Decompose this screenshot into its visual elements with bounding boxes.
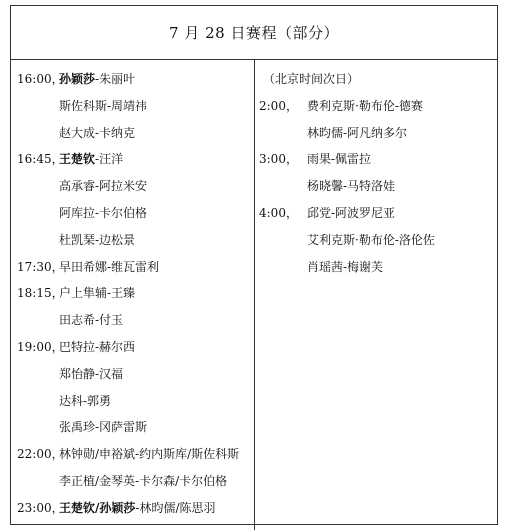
match-pairing: 杨晓馨-马特洛娃 xyxy=(307,179,396,194)
match-time: 2:00， xyxy=(259,98,298,113)
match-pairing xyxy=(59,334,135,361)
match-pairing xyxy=(59,146,123,173)
match-pairing xyxy=(59,120,135,147)
opponent-text: -汪洋 xyxy=(95,152,124,167)
schedule-row xyxy=(17,227,249,254)
match-pairing xyxy=(59,441,239,468)
match-pairing: 费利克斯·勒布伦-德赛 xyxy=(307,98,423,113)
schedule-row xyxy=(259,200,495,227)
match-pairing xyxy=(59,495,216,522)
highlighted-player: 王楚钦/孙颖莎 xyxy=(59,500,136,515)
match-time: 3:00， xyxy=(259,152,298,167)
match-pairing: 肖瑶茜-梅谢芙 xyxy=(307,259,384,274)
schedule-row xyxy=(17,495,249,522)
schedule-row xyxy=(17,280,249,307)
highlighted-player: 孙颖莎 xyxy=(59,72,96,86)
schedule-row xyxy=(259,227,495,254)
column-divider xyxy=(254,60,255,530)
match-pairing xyxy=(59,414,147,441)
schedule-title: 7 月 28 日赛程（部分） xyxy=(11,6,497,60)
schedule-row xyxy=(17,66,249,93)
beijing-time-note-row xyxy=(259,66,495,93)
opponent-text: 户上隼辅-王臻 xyxy=(59,286,136,301)
schedule-row xyxy=(17,146,249,173)
schedule-row xyxy=(259,93,495,120)
schedule-row xyxy=(259,146,495,173)
match-time: 16:00， xyxy=(17,72,64,86)
match-time: 16:45， xyxy=(17,152,64,167)
match-time: 17:30， xyxy=(17,259,64,274)
opponent-text: 阿库拉-卡尔伯格 xyxy=(59,205,148,220)
schedule-row xyxy=(259,173,495,200)
opponent-text: 杜凯琹-边松景 xyxy=(59,232,136,247)
match-pairing xyxy=(59,200,147,227)
left-column xyxy=(17,66,249,522)
match-pairing xyxy=(59,93,147,120)
match-pairing xyxy=(59,66,135,93)
opponent-text: 巴特拉-赫尔西 xyxy=(59,339,136,354)
schedule-row xyxy=(17,414,249,441)
schedule-row xyxy=(17,173,249,200)
opponent-text: -朱丽叶 xyxy=(95,72,136,86)
schedule-row xyxy=(17,334,249,361)
match-pairing xyxy=(59,388,111,415)
opponent-text: 高承睿-阿拉米安 xyxy=(59,179,148,194)
match-pairing: 艾利克斯·勒布伦-洛伦佐 xyxy=(307,232,435,247)
match-time: 19:00， xyxy=(17,339,64,354)
schedule-row xyxy=(17,361,249,388)
match-time: 23:00， xyxy=(17,500,64,515)
match-pairing xyxy=(59,254,159,281)
match-pairing xyxy=(59,173,147,200)
highlighted-player: 王楚钦 xyxy=(59,152,96,167)
schedule-row xyxy=(17,441,249,468)
match-pairing xyxy=(59,227,135,254)
schedule-row xyxy=(17,200,249,227)
schedule-row xyxy=(17,468,249,495)
opponent-text: 达科-郭勇 xyxy=(59,393,112,408)
opponent-text: 赵大成-卡纳克 xyxy=(59,125,136,140)
opponent-text: 张禹珍-冈萨雷斯 xyxy=(59,420,148,435)
opponent-text: 早田希娜-维瓦雷利 xyxy=(59,259,160,274)
schedule-row xyxy=(259,254,495,281)
beijing-time-note: （北京时间次日） xyxy=(263,72,360,86)
opponent-text: 林钟勋/申裕斌-约内斯库/斯佐科斯 xyxy=(59,447,240,462)
match-pairing xyxy=(59,361,123,388)
schedule-row xyxy=(17,120,249,147)
match-pairing: 林昀儒-阿凡纳多尔 xyxy=(307,125,408,140)
match-time: 18:15， xyxy=(17,286,64,301)
match-time: 4:00， xyxy=(259,205,298,220)
schedule-row xyxy=(17,93,249,120)
opponent-text: 田志希-付玉 xyxy=(59,313,124,328)
opponent-text: -林昀儒/陈思羽 xyxy=(135,500,216,515)
right-column xyxy=(259,66,495,280)
schedule-row xyxy=(17,307,249,334)
match-pairing: 邱党-阿波罗尼亚 xyxy=(307,205,396,220)
schedule-row xyxy=(259,120,495,147)
schedule-row xyxy=(17,388,249,415)
opponent-text: 斯佐科斯-周靖祎 xyxy=(59,98,148,113)
schedule-table xyxy=(10,5,498,525)
opponent-text: 李正植/金琴英-卡尔森/卡尔伯格 xyxy=(59,473,228,488)
match-pairing xyxy=(59,280,135,307)
opponent-text: 郑怡静-汉福 xyxy=(59,366,124,381)
match-pairing xyxy=(59,307,123,334)
match-pairing xyxy=(59,468,227,495)
match-time: 22:00， xyxy=(17,447,64,462)
match-pairing: 雨果-佩雷拉 xyxy=(307,152,372,167)
schedule-row xyxy=(17,254,249,281)
